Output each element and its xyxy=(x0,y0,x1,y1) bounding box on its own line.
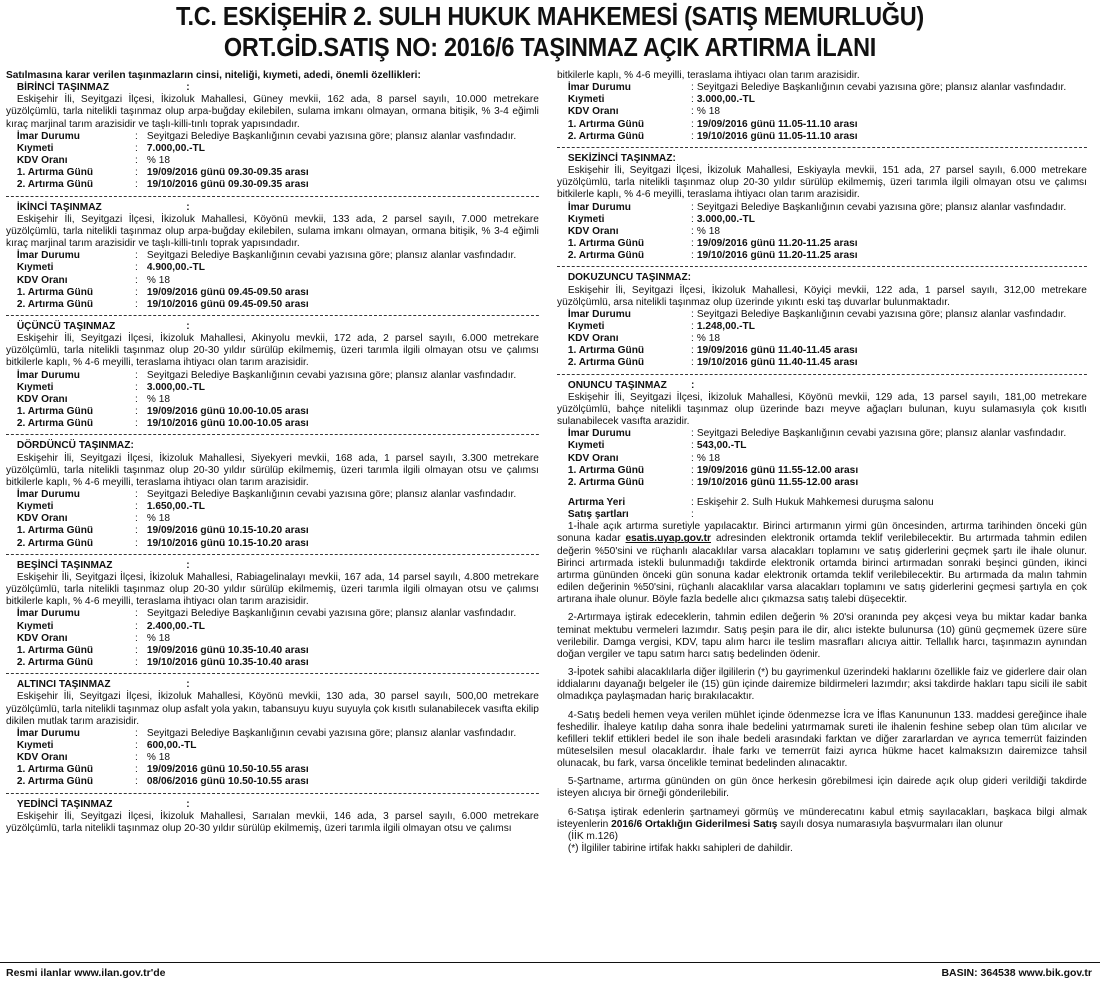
value-imar: Seyitgazi Belediye Başkanlığının cevabi yazısına göre; plansız alanlar vasfındadır. xyxy=(696,428,1067,440)
parcel-heading-colon: : xyxy=(690,379,695,391)
parcel-3 xyxy=(6,321,539,430)
parcel-heading: ONUNCU TAŞINMAZ xyxy=(567,379,667,391)
value-kiymet: 2.400,00.-TL xyxy=(146,620,205,632)
parcel-description: Eskişehir İli, Seyitgazi İlçesi, İkizoluk Mahallesi, Köyönü mevkii, 129 ada, 13 parsel sayılı, 181,00 metrekare yüzölçümlü, bahçe nitelikli taşınmaz olup üzerinde bazı meyve ağaçları bulunan, kuyu sulamasıyla çok kısıtlı sulanabilecek vasıfta arazidir. xyxy=(557,391,1087,428)
colon: : xyxy=(135,167,138,179)
label-kiymet: Kıymeti xyxy=(567,440,605,452)
label-artirma-2: 2. Artırma Günü xyxy=(16,657,94,669)
value-artirma-2: 19/10/2016 günü 10.15-10.20 arası xyxy=(146,537,309,549)
value-imar: Seyitgazi Belediye Başkanlığının cevabi yazısına göre; plansız alanlar vasfındadır. xyxy=(146,727,517,739)
value-kiymet: 7.000,00.-TL xyxy=(146,142,205,154)
colon: : xyxy=(135,418,138,430)
colon: : xyxy=(135,142,138,154)
label-artirma-2: 2. Artırma Günü xyxy=(567,250,645,262)
colon: : xyxy=(690,357,694,369)
parcel-8 xyxy=(557,153,1087,262)
colon: : xyxy=(135,501,138,513)
parcel-4 xyxy=(6,440,539,549)
colon: : xyxy=(135,489,138,500)
value-kiymet: 600,00.-TL xyxy=(146,739,197,751)
parcel-9 xyxy=(557,272,1087,369)
value-kiymet: 3.000,00.-TL xyxy=(696,213,755,225)
parcel-description: Eskişehir İli, Seyitgazi İlçesi, İkizoluk Mahallesi, Köyönü mevkii, 130 ada, 30 parsel sayılı, 500,00 metrekare yüzölçümlü, tarla nitelikli taşınmaz olup asfalt yola yakın, tabansuyu kuyu suyuyla çok kısıtlı sulanabilecek vasıfta ekilip dikilen mutlak tarım arazisidir. xyxy=(6,691,539,727)
label-artirma-1: 1. Artırma Günü xyxy=(567,464,645,476)
value-kdv: % 18 xyxy=(146,632,170,644)
value-artirma-2: 19/10/2016 günü 11.20-11.25 arası xyxy=(696,250,858,262)
auction-terms xyxy=(557,497,1087,855)
parcel-1 xyxy=(6,82,539,191)
label-imar: İmar Durumu xyxy=(16,727,80,739)
term-1-text-b: adresinden elektronik ortamda teklif verilebilecektir. Bu artırmada tahmin edilen değerin %50'sini ve rüçhanlı alacaklılar varsa alacakları toplamını ve satış giderlerini geçmek şartı ile ihale olunur. Birinci artırmada istekli bulunmadığı takdirde elektronik ortamda birinci artırmadan sonraki beşinci günden, ikinci artırma gününden önceki gün sonuna kadar elektronik ortamda teklif verilebilecektir. Bu artırmada da malın tahmin edilen değerinin %50'sini, rüçhanlı alacaklılar varsa alacakları toplamını ve satış giderlerini geçmesi şartıyla en çok artırana ihale olunur. Böyle fazla bedelle alıcı çıkmazsa satış talebi düşecektir. xyxy=(557,533,1087,606)
value-artirma-1: 19/09/2016 günü 10.15-10.20 arası xyxy=(146,525,309,537)
parcel-heading: YEDİNCİ TAŞINMAZ xyxy=(16,798,113,810)
parcel-heading: İKİNCİ TAŞINMAZ xyxy=(16,201,102,213)
colon: : xyxy=(135,262,138,274)
parcel-heading: DÖRDÜNCÜ TAŞINMAZ: xyxy=(16,440,134,452)
term-6-text-b: sayılı dosya numarasıyla başvurmaları ilan olunur xyxy=(777,818,1003,830)
colon: : xyxy=(135,739,138,751)
value-imar: Seyitgazi Belediye Başkanlığının cevabi yazısına göre; plansız alanlar vasfındadır. xyxy=(696,308,1067,320)
title-line-2: ORT.GİD.SATIŞ NO: 2016/6 TAŞINMAZ AÇIK ARTIRMA İLANI xyxy=(223,34,877,62)
colon: : xyxy=(135,250,138,262)
esatis-link[interactable]: esatis.uyap.gov.tr xyxy=(625,533,712,545)
label-imar: İmar Durumu xyxy=(567,82,631,94)
value-kiymet: 3.000,00.-TL xyxy=(146,381,205,393)
divider xyxy=(557,147,1087,148)
parcel-7-continued xyxy=(557,70,1087,143)
label-artirma-2: 2. Artırma Günü xyxy=(16,537,94,549)
value-artirma-1: 19/09/2016 günü 09.45-09.50 arası xyxy=(146,286,309,298)
colon: : xyxy=(690,130,694,142)
divider xyxy=(6,196,539,197)
value-artirma-2: 19/10/2016 günü 10.00-10.05 arası xyxy=(146,418,309,430)
footer-right: BASIN: 364538 www.bik.gov.tr xyxy=(941,967,1092,979)
value-kdv: % 18 xyxy=(146,513,170,525)
label-artirma-yeri: Artırma Yeri xyxy=(567,497,626,508)
colon: : xyxy=(690,345,694,357)
label-imar: İmar Durumu xyxy=(567,308,631,320)
colon: : xyxy=(690,428,694,440)
value-artirma-1: 19/09/2016 günü 10.50-10.55 arası xyxy=(146,764,309,776)
term-5: 5-Şartname, artırma gününden on gün önce herkesin görebilmesi için dairede açık olup gideri verildiği takdirde isteyen alıcıya bir örneği gönderilebilir. xyxy=(557,776,1087,800)
colon: : xyxy=(135,537,138,549)
value-artirma-1: 19/09/2016 günü 11.20-11.25 arası xyxy=(696,238,858,250)
case-number: 2016/6 Ortaklığın Giderilmesi Satış xyxy=(611,818,778,830)
parcel-heading: BEŞİNCİ TAŞINMAZ xyxy=(16,559,113,571)
term-4: 4-Satış bedeli hemen veya verilen mühlet içinde ödenmezse İcra ve İflas Kanununun 133. maddesi gereğince ihale feshedilir. İhaleye katılıp daha sonra ihale bedelini yatırmamak sureti ile ihalenin feshine sebep olan tüm alıcılar ve kefilleri teklif ettikleri bedel ile son ihale bedeli arasındaki farktan ve diğer zararlardan ve ayrıca temerrüt faizinden müteselsilen mesul olacaklardır. İhale farkı ve temerrüt faizi ayrıca hükme hacet kalmaksızın dairemizce tahsil olunacak, bu fark, varsa öncelikle teminat bedelinden alınacaktır. xyxy=(557,709,1087,770)
parcel-heading: DOKUZUNCU TAŞINMAZ: xyxy=(567,272,692,284)
colon: : xyxy=(690,106,694,118)
value-imar: Seyitgazi Belediye Başkanlığının cevabi yazısına göre; plansız alanlar vasfındadır. xyxy=(146,130,517,142)
colon: : xyxy=(135,657,138,669)
value-imar: Seyitgazi Belediye Başkanlığının cevabi yazısına göre; plansız alanlar vasfındadır. xyxy=(696,201,1067,213)
label-kiymet: Kıymeti xyxy=(567,213,605,225)
parcel-heading-colon: : xyxy=(186,679,190,691)
label-artirma-2: 2. Artırma Günü xyxy=(16,179,94,191)
term-6-text-a: 6-Satışa iştirak edenlerin şartnameyi görmüş ve münderecatını kabul etmiş sayılacakları, başkaca bilgi almak isteyenlerin xyxy=(557,806,1087,830)
label-artirma-1: 1. Artırma Günü xyxy=(567,238,645,250)
parcel-description: Eskişehir İli, Seyitgazi İlçesi, İkizoluk Mahallesi, Köyönü mevkii, 133 ada, 2 parsel sayılı, 7.000 metrekare yüzölçümlü, tarla nitelikli taşınmaz olup arpa-buğday ekilebilen, sulama imkanı olmayan, ormana bitişik, % 3-4 eğimli kıraç marjinal tarım arazisidir ve taşlı-killi-tınlı toprak yapısındadır. xyxy=(6,213,539,250)
label-kiymet: Kıymeti xyxy=(567,94,605,106)
footer-left: Resmi ilanlar www.ilan.gov.tr'de xyxy=(6,967,166,979)
value-artirma-1: 19/09/2016 günü 11.40-11.45 arası xyxy=(696,345,858,357)
colon: : xyxy=(690,452,694,464)
parcel-heading-colon: : xyxy=(186,559,190,571)
label-artirma-2: 2. Artırma Günü xyxy=(567,476,645,488)
colon: : xyxy=(135,620,138,632)
value-artirma-2: 19/10/2016 günü 09.30-09.35 arası xyxy=(146,179,309,191)
label-kdv: KDV Oranı xyxy=(567,333,619,345)
colon: : xyxy=(690,497,694,508)
parcel-heading-colon: : xyxy=(186,82,190,94)
value-imar: Seyitgazi Belediye Başkanlığının cevabi yazısına göre; plansız alanlar vasfındadır. xyxy=(146,369,517,381)
colon: : xyxy=(135,632,138,644)
colon: : xyxy=(135,298,138,310)
value-kiymet: 1.650,00.-TL xyxy=(146,501,205,513)
footnote: (*) İlgililer tabirine irtifak hakkı sahipleri de dahildir. xyxy=(567,843,793,855)
colon: : xyxy=(135,727,138,739)
value-artirma-1: 19/09/2016 günü 11.55-12.00 arası xyxy=(696,464,859,476)
label-imar: İmar Durumu xyxy=(16,489,80,500)
value-artirma-1: 19/09/2016 günü 10.35-10.40 arası xyxy=(146,644,309,656)
parcel-description: Eskişehir İli, Seyitgazi İlçesi, İkizoluk Mahallesi, Güney mevkii, 162 ada, 8 parsel sayılı, 10.000 metrekare yüzölçümlü, tarla nitelikli taşınmaz olup arpa-buğday ekilebilen, sulama imkanı olmayan, ormana bitişik, % 3-4 eğimli kıraç marjinal tarım arazisidir ve taşlı-killi-tınlı toprak yapısındadır. xyxy=(6,94,539,130)
label-artirma-1: 1. Artırma Günü xyxy=(567,118,645,130)
value-artirma-2: 19/10/2016 günü 11.40-11.45 arası xyxy=(696,357,858,369)
label-kiymet: Kıymeti xyxy=(16,262,54,274)
value-kdv: % 18 xyxy=(146,752,170,764)
divider xyxy=(6,554,539,555)
label-artirma-1: 1. Artırma Günü xyxy=(16,167,94,179)
value-imar: Seyitgazi Belediye Başkanlığının cevabi yazısına göre; plansız alanlar vasfındadır. xyxy=(146,250,517,262)
label-artirma-2: 2. Artırma Günü xyxy=(16,298,94,310)
colon: : xyxy=(135,130,138,142)
label-artirma-2: 2. Artırma Günü xyxy=(567,130,645,142)
footer-rule xyxy=(0,962,1100,963)
label-kdv: KDV Oranı xyxy=(567,225,619,237)
label-artirma-1: 1. Artırma Günü xyxy=(16,406,94,418)
title-line-1: T.C. ESKİŞEHİR 2. SULH HUKUK MAHKEMESİ (SATIŞ MEMURLUĞU) xyxy=(176,3,924,31)
label-artirma-2: 2. Artırma Günü xyxy=(567,357,645,369)
label-imar: İmar Durumu xyxy=(567,428,631,440)
colon: : xyxy=(690,308,694,320)
colon: : xyxy=(690,118,694,130)
value-artirma-1: 19/09/2016 günü 11.05-11.10 arası xyxy=(696,118,858,130)
colon: : xyxy=(690,509,694,521)
divider xyxy=(6,315,539,316)
parcel-description: Eskişehir İli, Seyitgazi İlçesi, İkizoluk Mahallesi, Köyiçi mevkii, 122 ada, 1 parsel sayılı, 312,00 metrekare yüzölçümlü, arsa nitelikli taşınmaz olup üzerinde yıkıntı eski taş duvarlar bulunmaktadır. xyxy=(557,284,1087,308)
label-kiymet: Kıymeti xyxy=(16,381,54,393)
value-kdv: % 18 xyxy=(146,274,170,286)
colon: : xyxy=(135,513,138,525)
divider xyxy=(6,673,539,674)
value-kiymet: 3.000,00.-TL xyxy=(696,94,755,106)
value-imar: Seyitgazi Belediye Başkanlığının cevabi yazısına göre; plansız alanlar vasfındadır. xyxy=(146,489,517,500)
colon: : xyxy=(690,238,694,250)
colon: : xyxy=(135,381,138,393)
term-3: 3-İpotek sahibi alacaklılarla diğer ilgililerin (*) bu gayrimenkul üzerindeki haklarını özellikle faiz ve giderlere dair olan iddialarını dayanağı belgeler ile (15) gün içinde dairemize bildirmeleri lazımdır; aksi takdirde hakları tapu sicili ile sabit olmadıkça paylaşmadan hariç bırakılacaktır. xyxy=(557,667,1087,703)
colon: : xyxy=(135,644,138,656)
term-2: 2-Artırmaya iştirak edeceklerin, tahmin edilen değerin % 20'si oranında pey akçesi veya bu miktar kadar banka teminat mektubu vermeleri lazımdır. Satış peşin para ile dir, alıcı istekte bulunursa (10) günü geçmemek üzere süre verilebilir. Damga vergisi, KDV, tapu alım harcı ile teslim masrafları alıcıya aittir. Tellallık harcı, taşınmazın aynından doğan vergiler ve tapu satım harcı satış bedelinden ödenir. xyxy=(557,612,1087,660)
label-artirma-1: 1. Artırma Günü xyxy=(16,644,94,656)
colon: : xyxy=(690,94,694,106)
colon: : xyxy=(135,406,138,418)
label-kdv: KDV Oranı xyxy=(567,106,619,118)
parcel-10 xyxy=(557,380,1087,489)
colon: : xyxy=(135,393,138,405)
parcel-description: Eskişehir İli, Seyitgazi İlçesi, İkizoluk Mahallesi, Rabiagelinalayı mevkii, 167 ada, 14 parsel sayılı, 4.800 metrekare yüzölçümlü, tarla nitelikli taşınmaz olup 20-30 yıldır sürülüp ekilmemiş, üzeri tarımla ilgili olmayan otsu ve çalımsı bitkilerle kaplı, % 4-6 meyilli, teraslama ihtiyacı olan tarım arazisidir. xyxy=(6,571,539,608)
label-kiymet: Kıymeti xyxy=(16,620,54,632)
label-kdv: KDV Oranı xyxy=(16,274,68,286)
right-column xyxy=(557,70,1087,855)
colon: : xyxy=(135,752,138,764)
colon: : xyxy=(690,464,694,476)
colon: : xyxy=(135,286,138,298)
parcel-heading: ÜÇÜNCÜ TAŞINMAZ xyxy=(16,320,116,332)
notice-title xyxy=(44,2,1056,64)
label-imar: İmar Durumu xyxy=(567,201,631,213)
label-kdv: KDV Oranı xyxy=(16,155,68,167)
term-6-law: (İİK m.126) xyxy=(567,830,619,842)
value-artirma-yeri: Eskişehir 2. Sulh Hukuk Mahkemesi duruşma salonu xyxy=(696,497,934,508)
label-satis-sartlari: Satış şartları xyxy=(567,509,629,521)
label-artirma-2: 2. Artırma Günü xyxy=(16,418,94,430)
label-imar: İmar Durumu xyxy=(16,250,80,262)
colon: : xyxy=(690,213,694,225)
colon: : xyxy=(135,274,138,286)
colon: : xyxy=(690,320,694,332)
colon: : xyxy=(135,525,138,537)
parcel-heading: SEKİZİNCİ TAŞINMAZ: xyxy=(567,152,676,164)
value-kdv: % 18 xyxy=(696,106,721,118)
value-kdv: % 18 xyxy=(696,452,721,464)
value-imar: Seyitgazi Belediye Başkanlığının cevabi yazısına göre; plansız alanlar vasfındadır. xyxy=(696,82,1067,94)
label-kdv: KDV Oranı xyxy=(16,752,68,764)
colon: : xyxy=(135,179,138,191)
divider xyxy=(6,434,539,435)
label-kdv: KDV Oranı xyxy=(567,452,619,464)
label-kdv: KDV Oranı xyxy=(16,632,68,644)
colon: : xyxy=(690,440,694,452)
value-kiymet: 4.900,00.-TL xyxy=(146,262,205,274)
left-column xyxy=(6,70,539,835)
parcel-description-continued: bitkilerle kaplı, % 4-6 meyilli, teraslama ihtiyacı olan tarım arazisidir. xyxy=(557,70,860,81)
label-kiymet: Kıymeti xyxy=(16,501,54,513)
parcel-heading-colon: : xyxy=(186,201,190,213)
value-artirma-2: 19/10/2016 günü 10.35-10.40 arası xyxy=(146,657,309,669)
colon: : xyxy=(135,776,138,788)
colon: : xyxy=(135,369,138,381)
label-artirma-2: 2. Artırma Günü xyxy=(16,776,94,788)
parcel-description: Eskişehir İli, Seyitgazi İlçesi, İkizoluk Mahallesi, Sarıalan mevkii, 146 ada, 3 parsel sayılı, 6.000 metrekare yüzölçümlü, tarla nitelikli taşınmaz olup 20-30 yıldır sürülüp ekilmemiş, üzeri tarımla ilgili olmayan otsu ve çalımsı xyxy=(6,810,539,834)
parcel-heading-colon: : xyxy=(186,798,190,810)
divider xyxy=(6,793,539,794)
label-artirma-1: 1. Artırma Günü xyxy=(567,345,645,357)
value-artirma-2: 19/10/2016 günü 11.05-11.10 arası xyxy=(696,130,858,142)
value-kdv: % 18 xyxy=(146,393,170,405)
parcel-heading: ALTINCI TAŞINMAZ xyxy=(16,679,111,691)
label-imar: İmar Durumu xyxy=(16,608,80,620)
value-artirma-1: 19/09/2016 günü 10.00-10.05 arası xyxy=(146,406,309,418)
parcel-heading: BİRİNCİ TAŞINMAZ xyxy=(16,82,110,94)
parcel-heading-colon: : xyxy=(186,320,190,332)
label-imar: İmar Durumu xyxy=(16,130,80,142)
value-artirma-2: 08/06/2016 günü 10.50-10.55 arası xyxy=(146,776,309,788)
intro-text: Satılmasına karar verilen taşınmazların cinsi, niteliği, kıymeti, adedi, önemli özellikleri: xyxy=(6,70,421,81)
parcel-6 xyxy=(6,679,539,788)
value-kdv: % 18 xyxy=(696,333,721,345)
label-artirma-1: 1. Artırma Günü xyxy=(16,525,94,537)
parcel-7 xyxy=(6,799,539,835)
label-kdv: KDV Oranı xyxy=(16,513,68,525)
label-imar: İmar Durumu xyxy=(16,369,80,381)
value-artirma-2: 19/10/2016 günü 11.55-12.00 arası xyxy=(696,476,859,488)
value-artirma-1: 19/09/2016 günü 09.30-09.35 arası xyxy=(146,167,309,179)
colon: : xyxy=(690,250,694,262)
term-1 xyxy=(557,521,1087,606)
divider xyxy=(557,266,1087,267)
label-kiymet: Kıymeti xyxy=(16,739,54,751)
value-kiymet: 1.248,00.-TL xyxy=(696,320,755,332)
value-kdv: % 18 xyxy=(146,155,170,167)
colon: : xyxy=(135,764,138,776)
parcel-description: Eskişehir İli, Seyitgazi İlçesi, İkizoluk Mahallesi, Akinyolu mevkii, 172 ada, 2 parsel sayılı, 6.000 metrekare yüzölçümlü, tarla nitelikli taşınmaz olup 20-30 yıldır sürülüp ekilmemiş, üzeri tarımla ilgili olmayan otsu ve çalımsı bitkilerle kaplı, % 4-6 meyilli, teraslama ihtiyacı olan tarım arazisidir. xyxy=(6,333,539,369)
parcel-2 xyxy=(6,202,539,311)
label-kiymet: Kıymeti xyxy=(567,320,605,332)
colon: : xyxy=(690,333,694,345)
colon: : xyxy=(135,155,138,167)
parcel-5 xyxy=(6,560,539,669)
term-6 xyxy=(557,807,1087,831)
value-artirma-2: 19/10/2016 günü 09.45-09.50 arası xyxy=(146,298,309,310)
value-kdv: % 18 xyxy=(696,225,721,237)
value-imar: Seyitgazi Belediye Başkanlığının cevabi yazısına göre; plansız alanlar vasfındadır. xyxy=(146,608,517,620)
parcel-description: Eskişehir İli, Seyitgazi İlçesi, İkizoluk Mahallesi, Siyekyeri mevkii, 168 ada, 1 parsel sayılı, 3.300 metrekare yüzölçümlü, tarla nitelikli taşınmaz olup 20-30 yıldır sürülüp ekilmemiş, üzeri tarımla ilgili olmayan otsu ve çalımsı bitkilerle kaplı, % 4-6 meyilli, teraslama ihtiyacı olan tarım arazisidir. xyxy=(6,452,539,488)
colon: : xyxy=(690,225,694,237)
value-kiymet: 543,00.-TL xyxy=(696,440,747,452)
term-1-text-a: 1-İhale açık artırma suretiyle yapılacaktır. Birinci artırmanın yirmi gün öncesinden, artırma tarihinden önceki gün sonuna kadar xyxy=(557,521,1087,545)
label-artirma-1: 1. Artırma Günü xyxy=(16,286,94,298)
divider xyxy=(557,374,1087,375)
label-kdv: KDV Oranı xyxy=(16,393,68,405)
parcel-description: Eskişehir İli, Seyitgazi İlçesi, İkizoluk Mahallesi, Eskiyayla mevkii, 151 ada, 27 parsel sayılı, 6.000 metrekare yüzölçümlü, tarla nitelikli taşınmaz olup 20-30 yıldır sürülüp ekilmemiş, üzeri tarımla ilgili olmayan otsu ve çalımsı bitkilerle kaplı, % 4-6 meyilli, teraslama ihtiyacı olan tarım arazisidir. xyxy=(557,165,1087,201)
colon: : xyxy=(135,608,138,620)
colon: : xyxy=(690,201,694,213)
label-artirma-1: 1. Artırma Günü xyxy=(16,764,94,776)
label-kiymet: Kıymeti xyxy=(16,142,54,154)
colon: : xyxy=(690,82,694,94)
colon: : xyxy=(690,476,694,488)
